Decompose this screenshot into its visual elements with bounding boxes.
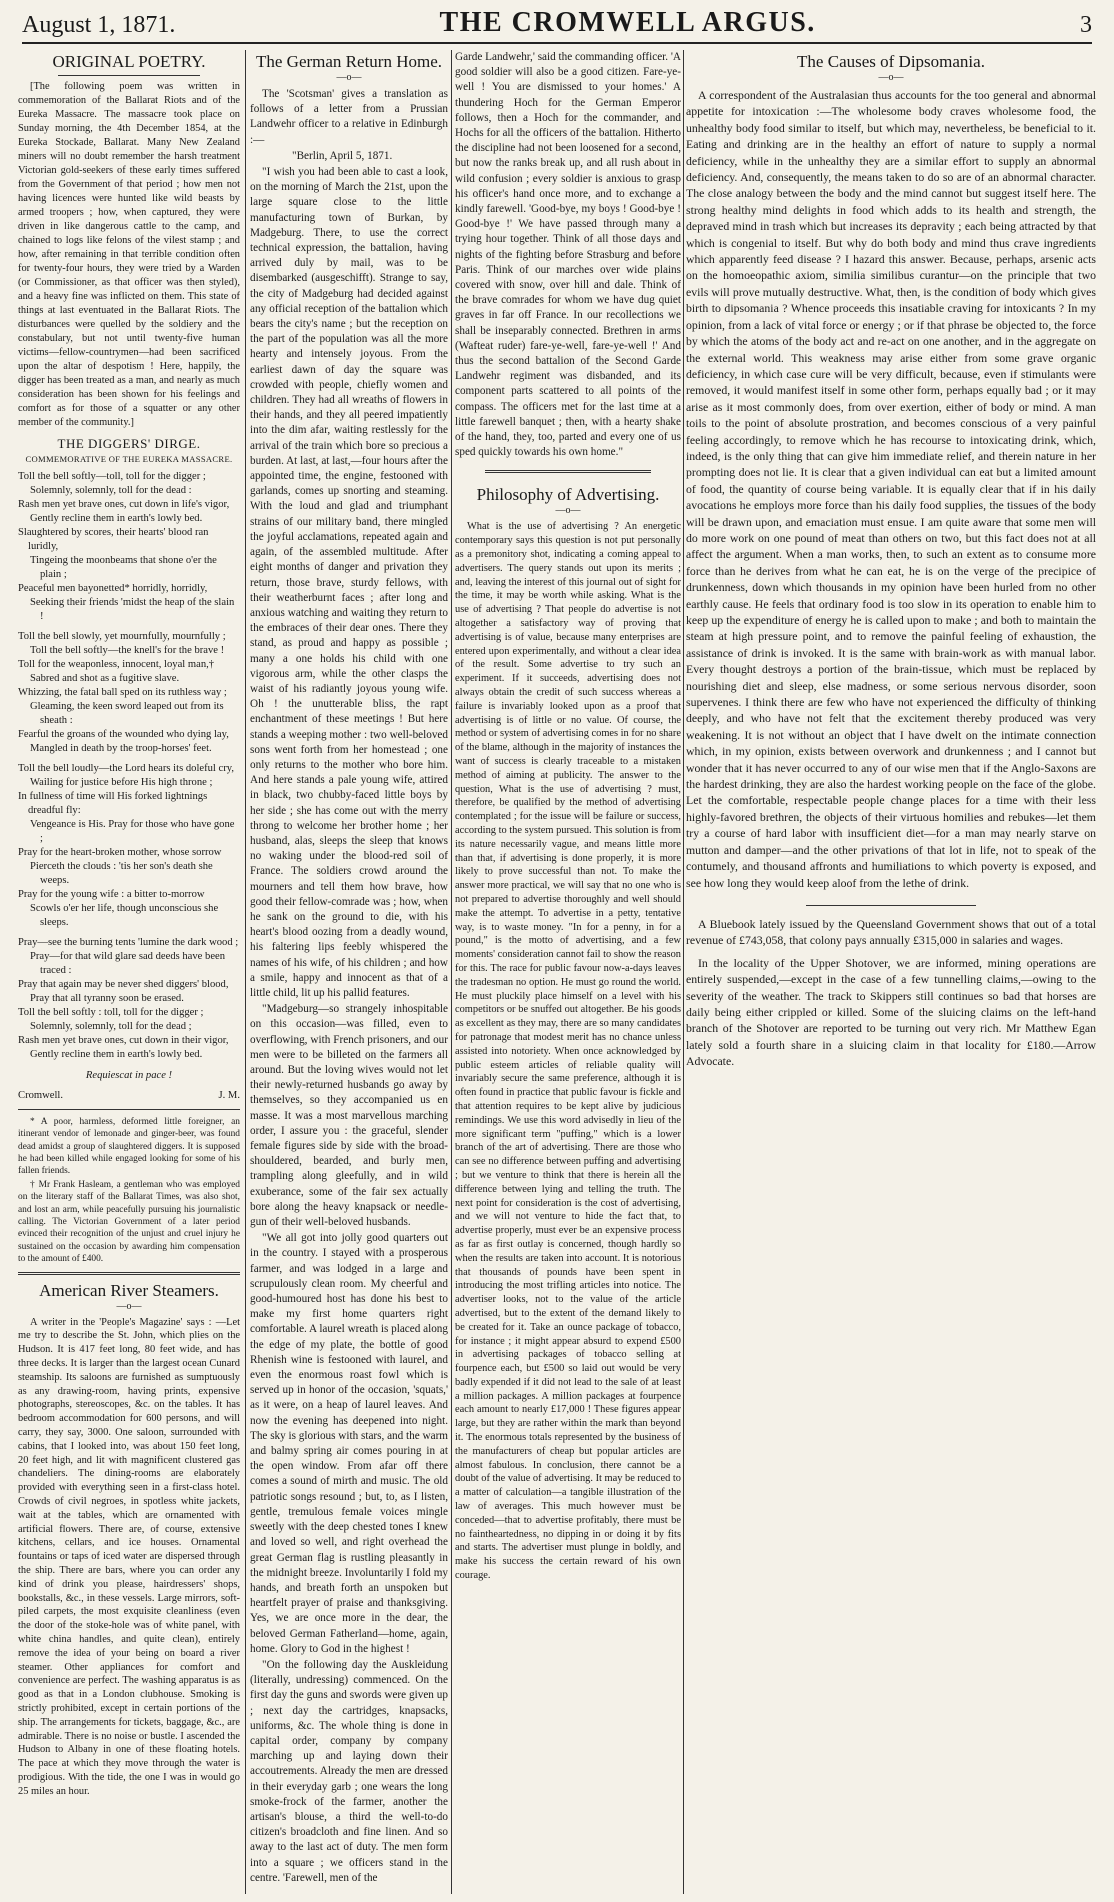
paragraph: The 'Scotsman' gives a translation as follows of a letter from a Prussian Landwehr officer to a relative in Edinburgh :— xyxy=(250,88,448,146)
paragraph: "We all got into jolly good quarters out in the country. I stayed with a prosperous farmer, and was lodged in a large and scrupulously clean room. My cheerful and good-humoured host has done his best to make my first home quarters right comfortable. A laurel wreath is placed along the edge of my plate, the bottle of good Rhenish wine is festooned with laurel, and even the enormous roast fowl which is served up in honor of the occasion, 'squats,' as it were, on a heap of laurel leaves. And now the evening has deepened into night. The sky is glorious with stars, and the warm and balmy spring air comes pouring in at the open window. From afar off there comes a sound of mirth and music. The old patriotic songs resound ; but, to, as I listen, gentle, tremulous female voices mingle sweetly with the deep chested tones I knew and loved so well, and right overhead the great German flag is rustling pleasantly in the midnight breeze. Involuntarily I fold my hands, and breath forth an unspoken but heartfelt prayer of praise and thanksgiving. Yes, we are once more in the dear, the beloved German Fatherland—home, again, home. Glory to God in the highest ! xyxy=(250,1232,448,1655)
footnotes xyxy=(18,1116,240,1266)
paragraph: A correspondent of the Australasian thus accounts for the too general and abnormal appetite for intoxication :—The wholesome body craves wholesome food, the unhealthy body food similar to itself, but which may, nevertheless, be beneficial to it. Eating and drinking are in the healthy an effort of nature to supply a normal deficiency, while in the unhealthy they are a similar effort to supply an abnormal deficiency. And, consequently, the means taken to do so are of an abnormal character. The close analogy between the body and the mind cannot but suggest itself here. The strong healthy mind delights in food which adds to its health and strength, the depraved mind in trash which but increases its depravity ; each being attracted by that which is congenial to itself. But why do both body and mind thus crave ingredients which apparently feed disease ? I hazard this answer. Because, perhaps, arsenic acts on the homoeopathic axiom, similia similibus curantur—on the principle that two evils will prove mutually destructive. What, then, is the condition of body which gives birth to dipsomania ? Whence proceeds this insatiable craving for intoxicants ? In my opinion, from a lack of vital force or energy ; or if that phrase be objected to, the force by which the atoms of the body act and re-act on one another, and in the aggregate on the external world. This weakness may arise either from some grave organic deficiency, in which case cure will be very difficult, because, even if stimulants were removed, it would manifest itself in some other form, perhaps equally bad ; or it may arise as it most commonly does, from over exertion, either of body or mind. A man toils to the point of absolute prostration, and becomes conscious of a very painful feeling accordingly, to remove which he has recourse to intoxicating drink, which, indeed, is the only thing that can give him immediate relief, and therein nature in her prompting does not lie. It is clear that a given individual can eat but a limited amount of food, the quantity of course being variable. It is equally clear that if in his daily avocations he employs more force than his daily food supplies, the tissues of the body will be drawn upon, and emaciation must ensue. I am quite aware that some men will do more work on one pound of meat than others on two, but this fact does not at all affect the argument. When a man works, then, to such an extent as to consume more force than he derives from what he can eat, he is on the verge of the precipice of drunkenness, down which thousands in my opinion have been hurled from no other earthly cause. He feels that ordinary food is too slow in its operation to enable him to keep up the expenditure of energy he is called upon to make ; and both to maintain the steam at high pressure point, and to remove the painful feeling of exhaustion, the assistance of drink is invoked. It is the same with brain-work as with manual labor. Every thought destroys a portion of the brain-tissue, which must be replaced by nourishing diet and sleep, else madness, or some serious nervous disorder, soon supervenes. I think there are few who have not experienced the difficulty of thinking deeply, and who have not felt that the excitement thereby produced was very weakening. It is not without an object that I have dwelt on the intimate connection which, in my opinion, exists between overwork and drunkenness ; and I cannot but wonder that it has never occurred to any of our wise men that if the Anglo-Saxons are the hardest drinking, they are also the hardest working people on the face of the globe. Let the comfortable, respectable people change places for a time with their less highly-favored brethren, the objects of their virtuous homilies and rebukes—let them try a course of hard labor with insufficient diet—for a man may nearly starve on mutton and damper—and the other privations of that lot in life, not to speak of the contumely, and thousand affronts and humiliations to which poverty is exposed, and see how long they would keep aloof from the lethe of drink. xyxy=(686,88,1096,890)
ornament-rule: —o— xyxy=(555,505,581,517)
paragraph: In the locality of the Upper Shotover, we are informed, mining operations are entirely suspended,—except in the case of a few tunnelling claims,—owing to the severity of the weather. The track to Skippers still continues so bad that horses are daily being either crippled or killed. Some of the sluicing claims on the left-hand branch of the Shotover are reported to be turning out very rich. Mr Matthew Egan lately sold a fourth share in a sluicing claim in that locality for £180.—Arrow Advocate. xyxy=(686,955,1096,1069)
verse-line: Seeking their friends 'midst the heap of the slain ! xyxy=(30,597,235,623)
verse-line: Mangled in death by the troop-horses' feet. xyxy=(30,743,212,755)
verse-line: Vengeance is His. Pray for those who have gone ; xyxy=(30,819,235,845)
verse-line: Tingeing the moonbeams that shone o'er the plain ; xyxy=(30,555,217,581)
verse-line: Scowls o'er her life, though unconscious she sleeps. xyxy=(30,903,219,929)
verse-line: Pray—see the burning tents 'lumine the dark wood ; xyxy=(18,937,239,949)
column-3 xyxy=(455,50,681,1894)
section-heading-poetry: ORIGINAL POETRY. xyxy=(52,52,206,71)
paragraph: "I wish you had been able to cast a look, on the morning of March the 21st, upon the large square close to the little manufacturing town of Burkan, by Madgeburg. There, to use the correct technical expression, the battalion, having arrived duly by mail, was to be disembarked (ausgeschifft). Strange to say, the city of Madgeburg had decided against any official reception of the battalion which bears the city's name ; but the reception on the part of the population was all the more hearty and intensely joyous. From the earliest dawn of day the square was crowded with people, chiefly women and children. They had all wreaths of flowers in their hands, and they all peered impatiently into the dim afar, waiting restlessly for the arrival of the train which bore so precious a burden. At last, at last,—four hours after the appointed time, the engine, festooned with garlands, comes up snorting and steaming. With the loud and glad and triumphant strains of our military band, there mingled the joyful acclamations, repeated again and again, of the assembled multitude. After eight months of danger and privation they return, those brave, sturdy fellows, with their weatherburnt faces ; after long and anxious watching and waiting they return to the embraces of their dear ones. There they stand, as proud and happy as possible ; many a one holds his child with one vigorous arm, while the other clasps the waist of his radiantly joyous young wife. Oh ! the unutterable bliss, the rapt enchantment of these meetings ! But here stands a weeping mother : two well-beloved sons went forth from her homestead ; one only returns to the mother who bore him. And here stands a pale young wife, attired in black, two chubby-faced little boys by her side ; she has come out with the merry throng to welcome her brother home ; her husband, alas, sleeps the sleep that knows no waking under the blood-red soil of France. The soldiers crowd around the mourners and tell them how brave, how good their fellow-comrade was ; how, when he sank on the ground to die, with his heart's blood oozing from a deadly wound, his faltering lips feebly whispered the names of his wife, of his children ; and how a smile, happy and innocent as that of a little child, lit up his pallid features. xyxy=(250,166,448,999)
verse-line: Slaughtered by scores, their hearts' blood ran luridly, xyxy=(18,527,209,553)
verse-line: Toll for the weaponless, innocent, loyal man,† xyxy=(18,659,215,671)
divider xyxy=(18,1272,240,1275)
verse-line: Toll the bell softly—the knell's for the brave ! xyxy=(30,645,225,657)
verse-line: Fearful the groans of the wounded who dying lay, xyxy=(18,729,229,741)
issue-date: August 1, 1871. xyxy=(22,12,176,38)
poem-stanza xyxy=(18,630,240,756)
byline-place: Cromwell. xyxy=(18,1089,64,1101)
ornament-rule: —o— xyxy=(116,1300,142,1312)
verse-line: Pierceth the clouds : 'tis her son's death she weeps. xyxy=(30,861,213,887)
paragraph: "Madgeburg—so strangely inhospitable on this occasion—was filled, even to overflowing, with French prisoners, and our men were to be billeted on the farmers all around. But the loving wives would not let their newly-returned husbands go away by themselves, so they accompanied us en masse. It was a most marvellous marching order, I assure you : the graceful, slender female figures side by side with the broad-shouldered, bearded, and burly men, trampling along gleefully, and in wild exuberance, some of the fair sex actually bore along the heavy knapsack or needle-gun of their well-beloved husbands. xyxy=(250,1003,448,1229)
article-body xyxy=(455,520,681,1582)
page-number: 3 xyxy=(1079,12,1092,38)
verse-line: Rash men yet brave ones, cut down in their vigor, xyxy=(18,1035,229,1047)
verse-line: Pray for the young wife : a bitter to-morrow xyxy=(18,889,205,901)
verse-line: Toll the bell loudly—the Lord hears its doleful cry, xyxy=(18,763,234,775)
column-1 xyxy=(18,50,240,1894)
dateline: "Berlin, April 5, 1871. xyxy=(292,149,393,162)
verse-line: Gently recline them in earth's lowly bed. xyxy=(30,1049,203,1061)
footnote: * A poor, harmless, deformed little foreigner, an itinerant vendor of lemonade and ginger-beer, was found dead amidst a group of slaughtered diggers. It is supposed he had been killed while engaged looking for some of his fallen friends. xyxy=(18,1116,240,1177)
ornament-rule: —o— xyxy=(878,72,904,83)
poem-subtitle: COMMEMORATIVE OF THE EUREKA MASSACRE. xyxy=(25,454,233,465)
verse-line: Solemnly, solemnly, toll for the dead ; xyxy=(30,1021,192,1033)
column-2 xyxy=(250,50,448,1894)
footnote: † Mr Frank Hasleam, a gentleman who was employed on the literary staff of the Ballarat Times, was also shot, and lost an arm, while peacefully pursuing his journalistic calling. The Victorian Government of a later period evinced their recognition of the unjust and cruel injury he sustained on the occasion by awarding him compensation to the amount of £400. xyxy=(18,1179,240,1265)
verse-line: Pray that all tyranny soon be erased. xyxy=(30,993,184,1005)
article-body xyxy=(18,1316,240,1799)
verse-line: Pray—for that wild glare sad deeds have been traced : xyxy=(30,951,226,977)
divider xyxy=(18,1109,240,1110)
column-rule xyxy=(451,50,452,1894)
poem-stanza xyxy=(18,762,240,930)
poem-stanza xyxy=(18,936,240,1062)
byline-initials: J. M. xyxy=(218,1089,240,1101)
verse-line: Gleaming, the keen sword leaped out from its sheath : xyxy=(30,701,224,727)
verse-line: Wailing for justice before His high throne ; xyxy=(30,777,213,789)
verse-line: In fullness of time will His forked lightnings dreadful fly: xyxy=(18,791,208,817)
poem-stanza xyxy=(18,470,240,624)
ornament-rule: —o— xyxy=(336,72,362,83)
divider xyxy=(485,470,651,473)
article-heading-advertising: Philosophy of Advertising. xyxy=(476,485,660,505)
newspaper-title: THE CROMWELL ARGUS. xyxy=(439,7,816,38)
poem-signature xyxy=(18,1068,240,1083)
verse-line: Toll the bell softly : toll, toll for the digger ; xyxy=(18,1007,204,1019)
divider xyxy=(58,75,200,76)
requiescat: Requiescat in pace ! xyxy=(85,1070,173,1082)
article-heading-steamers: American River Steamers. xyxy=(39,1280,219,1300)
verse-line: Toll the bell softly—toll, toll for the digger ; xyxy=(18,471,206,483)
paragraph: A writer in the 'People's Magazine' says : —Let me try to describe the St. John, which plies on the Hudson. It is 417 feet long, 80 feet wide, and has three decks. It is larger than the largest ocean Cunard steamship. Its saloons are furnished as sumptuously as any drawing-room, having prints, expensive photographs, stereoscopes, &c. on the tables. It has bedroom accommodation for 600 persons, and will carry, they say, 3000. One saloon, surrounded with cabins, that I looked into, was about 150 feet long, 20 feet high, and lit with magnificent clustered gas chandeliers. The dining-rooms are elaborately provided with everything seen in a first-class hotel. Crowds of civil negroes, in spotless white jackets, wait at the tables, which are ornamented with artificial flowers. There are, of course, extensive kitchens, cellars, and ice houses. Ornamental fountains or taps of iced water are dispersed through the ship. There are bars, where you can order any kind of drink you please, hairdressers' shops, bookstalls, &c., in these vessels. Large mirrors, soft-piled carpets, the most exquisite cleanliness (even the door of the stoke-hole was of white panel, with white china handles, and quite clean), entirely remove the idea of your being on board a river steamer. Other appliances for comfort and convenience are perfect. The washing apparatus is as good as that in a London clubhouse. Smoking is strictly prohibited, except in certain portions of the ship. The arrangements for tickets, baggage, &c., are admirable. There is no noise or bustle. I ascended the Hudson to Albany in one of these floating hotels. The pace at which they move through the water is prodigious. With the tide, the one I was in would go 25 miles an hour. xyxy=(18,1316,240,1797)
poem-byline xyxy=(18,1088,240,1103)
verse-line: Whizzing, the fatal ball sped on its ruthless way ; xyxy=(18,687,227,699)
verse-line: Peaceful men bayonetted* horridly, horridly, xyxy=(18,583,208,595)
divider xyxy=(806,905,976,906)
column-4 xyxy=(686,50,1096,1894)
article-heading-dipsomania: The Causes of Dipsomania. xyxy=(797,52,985,71)
column-rule xyxy=(245,50,246,1894)
paragraph: A Bluebook lately issued by the Queensland Government shows that out of a total revenue of £743,058, that colony pays annually £315,000 in salaries and wages. xyxy=(686,916,1096,948)
verse-line: Rash men yet brave ones, cut down in life's vigor, xyxy=(18,499,230,511)
poem-introduction: [The following poem was written in commemoration of the Ballarat Riots and of the Eureka Massacre. The massacre took place on Sunday morning, the 4th December 1854, at the Eureka Stockade, Ballarat. Many New Zealand miners will no doubt remember the harsh treatment Victorian gold-seekers of these early times suffered from the Government of that period ; how men not having licences were hunted like wild beasts by armed troopers ; how, when captured, they were driven in like dangerous cattle to the camp, and chained to logs like felons of the vilest stamp ; and how, after remaining in that terrible condition often for twenty-four hours, they were tried by a Warden (or Commissioner, as that officer was then styled), and a heavy fine was inflicted on them. This state of things at last eventuated in the Ballarat Riots. The disturbances were quelled by the soldiery and the constabulary, but not until twenty-five human victims—fellow-countrymen—had been sacrificed upon the altar of despotism ! Here, happily, the digger has been treated as a man, and nearly as much consideration has been shown for his feelings and comfort as for those of a squatter or any other member of the community.] xyxy=(18,81,240,428)
verse-line: Pray that again may be never shed diggers' blood, xyxy=(18,979,229,991)
verse-line: Pray for the heart-broken mother, whose sorrow xyxy=(18,847,222,859)
verse-line: Sabred and shot as a fugitive slave. xyxy=(30,673,180,685)
paragraph: Garde Landwehr,' said the commanding officer. 'A good soldier will also be a good citizen. Fare-ye-well ! You are dismissed to your homes.' A thundering Hoch for the German Emperor follows, then a Hoch for the commander, and Hochs for all the officers of the battalion. Hitherto the discipline had not been loosened for a second, but now the ranks break up, and all rush about in wild confusion ; every soldier is anxious to grasp his officer's hand once more, and to exchange a kindly farewell. 'Good-bye, my boys ! Good-bye ! Good-bye !' We have passed through many a trying hour together. Think of all those days and nights of the fighting before Strasburg and before Paris. Think of our marches over wide plains covered with snow, over hill and dale. Think of the brave comrades for whom we have dug quiet graves in far off France. In our recollections we shall be inseparably connected. Brethren in arms (Wafteat ruder) fare-ye-well, fare-ye-well !' And thus the second battalion of the Second Garde Landwehr regiment was disbanded, and its component parts scattered to all points of the compass. The officers met for the last time at a little farewell banquet ; then, with a hearty shake of the hand, they, too, parted and every one of us sped quickly towards his own home." xyxy=(455,51,681,459)
paragraph: What is the use of advertising ? An energetic contemporary says this question is not put personally as a premonitory shot, indicating a coming appeal to advertisers. The query stands out upon its merits ; and, leaving the interest of this journal out of sight for the time, it may be worth while asking. What is the use of advertising ? That people do advertise is not altogether a satisfactory way of proving that advertising is of value, because many enterprises are entered upon experimentally, and without a clear idea of the result. Some advertise to try such an experiment. If it succeeds, advertising does not always obtain the credit of such success whereas a failure is invariably looked upon as a proof that advertising is of little or no value. Of course, the method or system of advertising comes in for no share of the blame, although in the majority of instances the want of success is clearly traceable to a mistaken method of aiming at publicity. The answer to the question, What is the use of advertising ? must, therefore, be qualified by the method of advertising contemplated ; for the issue will be failure or success, according to the system pursued. This solution is from its nature necessarily vague, and means little more than that, if advertising is done properly, it is more likely to prove successful than not. To make the answer more practical, we will say that no one who is not prepared to advertise thoroughly and well should make the attempt. To advertise in a petty, tentative way, is to waste money. "In for a penny, in for a pound," is the motto of advertising, and a few moments' consideration cannot fail to show the reason for this. The race for public favour now-a-days leaves the tradesman no option. He must go round the world. He must pluckily place himself on a level with his competitors or be snuffed out altogether. Be his goods as excellent as they may, there are so many candidates for patronage that modest merit has no chance unless assisted into notoriety. When once acknowledged by public esteem articles of reliable quality will invariably secure the same preference, although it is often found in practice that public favour is fickle and that attention requires to be kept alive by judicious remindings. We use this word advisedly in lieu of the more significant term "puffing," which is a lower branch of the art of advertising. There are those who can see no difference between puffing and advertising ; but we venture to think that there is herein all the difference between lying and telling the truth. The next point for consideration is the cost of advertising, and we will not venture to hide the fact that, to advertise properly, must ever be an expensive process as far as first outlay is concerned, though hardly so when the results are taken into account. It is notorious that thousands of pounds have been spent in introducing the most trifling articles into notice. The advertiser looks, not to the value of the article advertised, but to the extent of the demand likely to be created for it. Take an ounce package of tobacco, for instance ; it might appear absurd to expend £500 in advertising packages of tobacco selling at fourpence each, but £500 so laid out would be very badly expended if it did not lead to the sale of at least a million packages. A million packages at fourpence each amount to nearly £17,000 ! These figures appear large, but they are rather within the mark than beyond it. The enormous totals represented by the business of the manufacturers of cheap but popular articles are almost fabulous. In conclusion, there cannot be a doubt of the value of advertising. It may be reduced to a matter of calculation—a tangible illustration of the law of averages. This much however must be conceded—that to advertise profitably, there must be no faintheartedness, no dipping in or doing it by fits and starts. The advertiser must plunge in boldly, and make his success the certain reward of his own courage. xyxy=(455,521,681,1582)
verse-line: Toll the bell slowly, yet mournfully, mournfully ; xyxy=(18,631,226,643)
verse-line: Gently recline them in earth's lowly bed. xyxy=(30,513,203,525)
masthead xyxy=(22,7,1092,44)
verse-line: Solemnly, solemnly, toll for the dead : xyxy=(30,485,192,497)
article-heading-german-return: The German Return Home. xyxy=(256,52,442,71)
paragraph: "On the following day the Auskleidung (literally, undressing) commenced. On the first day the guns and swords were given up ; next day the cartridges, knapsacks, uniforms, &c. The whole thing is done in capital order, company by company marching up and laying down their accoutrements. Already the men are dressed in their everyday garb ; one wears the long smoke-frock of the farmer, another the artisan's blouse, a third the well-to-do citizen's broadcloth and fine linen. And so away to the last act of duty. The men form into a square ; we officers stand in the centre. 'Farewell, men of the xyxy=(250,1658,448,1884)
column-rule xyxy=(683,50,684,1894)
poem-title: THE DIGGERS' DIRGE. xyxy=(57,436,201,451)
